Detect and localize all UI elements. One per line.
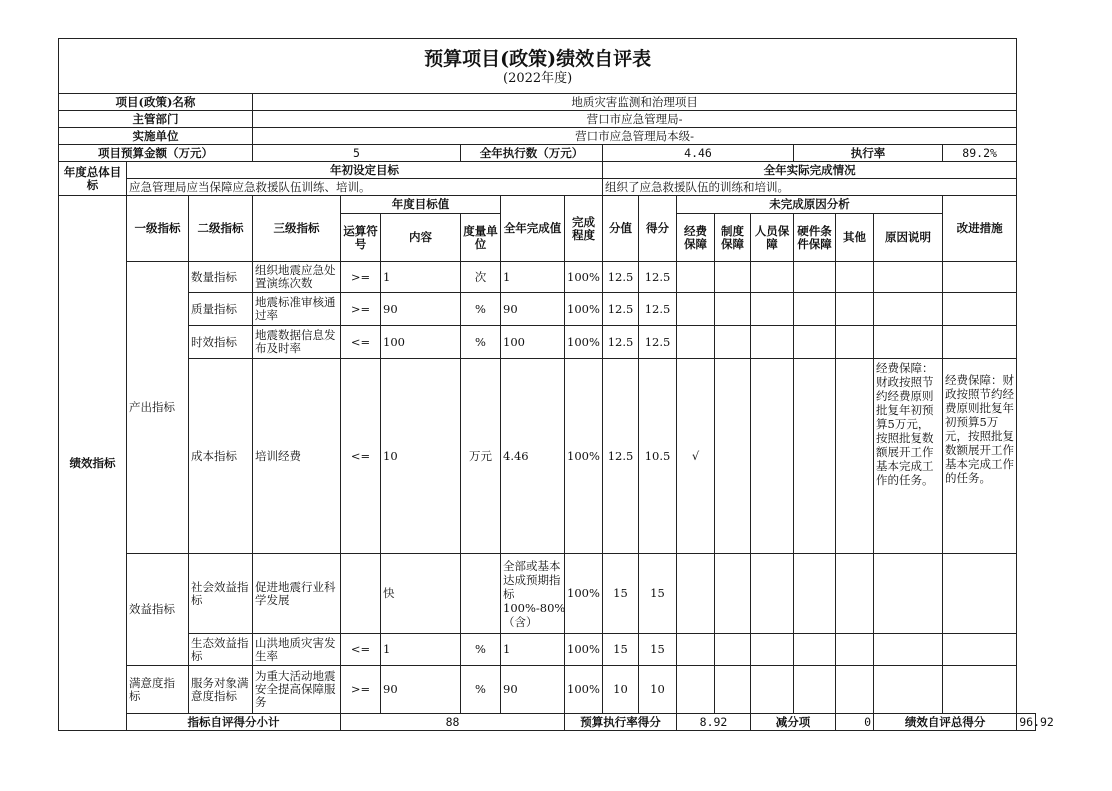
row-op [341,554,381,634]
row-content: 快 [381,554,461,634]
title-cell [59,39,1017,94]
col-degree: 完成程度 [565,196,603,262]
row-content: 100 [381,326,461,359]
row-score: 12.5 [603,359,639,554]
row-actual: 1 [501,262,565,293]
unit-value: 营口市应急管理局本级- [253,128,1017,145]
row-op: <= [341,326,381,359]
budget-score-label: 预算执行率得分 [565,714,677,731]
row-unit: % [461,293,501,326]
row-degree: 100% [565,262,603,293]
table-row [59,666,1036,714]
row-l3: 地震标准审核通过率 [253,293,341,326]
unit-label: 实施单位 [59,128,253,145]
project-name-value: 地质灾害监测和治理项目 [253,94,1017,111]
col-got: 得分 [639,196,677,262]
row-content: 1 [381,634,461,666]
row-unit: % [461,666,501,714]
row-op: <= [341,634,381,666]
row-actual: 90 [501,666,565,714]
evaluation-table [58,38,1054,731]
row-unit: % [461,634,501,666]
row-got: 15 [639,634,677,666]
total-label: 绩效自评总得分 [874,714,1017,731]
group-satisfaction: 满意度指标 [127,666,189,714]
page-title: 预算项目(政策)绩效自评表 [424,48,652,70]
exec-value: 4.46 [603,145,794,162]
col-content: 内容 [381,214,461,262]
budget-value: 5 [253,145,461,162]
col-actual: 全年完成值 [501,196,565,262]
project-name-label: 项目(政策)名称 [59,94,253,111]
col-target: 年度目标值 [341,196,501,214]
row-op: <= [341,359,381,554]
row-degree: 100% [565,554,603,634]
row-r1-check: √ [677,359,715,554]
deduct-value: 0 [836,714,874,731]
row-got: 10.5 [639,359,677,554]
col-level2: 二级指标 [189,196,253,262]
col-r4: 硬件条件保障 [794,214,836,262]
row-actual: 1 [501,634,565,666]
col-op: 运算符号 [341,214,381,262]
col-score: 分值 [603,196,639,262]
row-content: 1 [381,262,461,293]
table-row [59,262,1036,293]
subtotal-label: 指标自评得分小计 [127,714,341,731]
row-reason: 经费保障：财政按照节约经费原则批复年初预算5万元，按照批复数额展开工作基本完成工作的任务。 [874,359,943,554]
perf-label: 绩效指标 [59,196,127,731]
row-content: 90 [381,666,461,714]
row-actual: 90 [501,293,565,326]
row-l3: 山洪地质灾害发生率 [253,634,341,666]
row-degree: 100% [565,359,603,554]
goal-actual-header: 全年实际完成情况 [603,162,1017,179]
dept-value: 营口市应急管理局- [253,111,1017,128]
row-op: >= [341,262,381,293]
row-l2: 成本指标 [189,359,253,554]
row-actual: 100 [501,326,565,359]
row-l3: 培训经费 [253,359,341,554]
row-score: 15 [603,634,639,666]
budget-score-value: 8.92 [677,714,751,731]
row-l2: 数量指标 [189,262,253,293]
row-l2: 质量指标 [189,293,253,326]
row-got: 10 [639,666,677,714]
deduct-label: 减分项 [751,714,836,731]
row-unit [461,554,501,634]
row-degree: 100% [565,326,603,359]
goal-set-text: 应急管理局应当保障应急救援队伍训练、培训。 [127,179,603,196]
rate-label: 执行率 [794,145,943,162]
row-op: >= [341,293,381,326]
row-score: 12.5 [603,262,639,293]
col-fix: 改进措施 [943,196,1017,262]
subtotal-value: 88 [341,714,565,731]
row-unit: 万元 [461,359,501,554]
evaluation-sheet [58,38,1054,731]
row-got: 12.5 [639,262,677,293]
row-actual: 4.46 [501,359,565,554]
row-got: 12.5 [639,326,677,359]
row-l2: 生态效益指标 [189,634,253,666]
row-got: 15 [639,554,677,634]
goal-actual-text: 组织了应急救援队伍的训练和培训。 [603,179,1017,196]
table-row [59,293,1036,326]
row-l2: 社会效益指标 [189,554,253,634]
rate-value: 89.2% [943,145,1017,162]
row-unit: 次 [461,262,501,293]
row-l3: 为重大活动地震安全提高保障服务 [253,666,341,714]
page-year: (2022年度) [503,71,573,86]
col-r2: 制度保障 [715,214,751,262]
row-fix: 经费保障：财政按照节约经费原则批复年初预算5万元，按照批复数额展开工作基本完成工作的任务。 [943,359,1017,554]
group-benefit: 效益指标 [127,554,189,666]
exec-label: 全年执行数（万元） [461,145,603,162]
table-row [59,554,1036,634]
row-op: >= [341,666,381,714]
col-r3: 人员保障 [751,214,794,262]
row-degree: 100% [565,634,603,666]
table-row [59,634,1036,666]
goal-set-header: 年初设定目标 [127,162,603,179]
row-score: 12.5 [603,293,639,326]
col-r5: 其他 [836,214,874,262]
table-row [59,326,1036,359]
row-degree: 100% [565,666,603,714]
col-reasons: 未完成原因分析 [677,196,943,214]
row-l2: 时效指标 [189,326,253,359]
row-unit: % [461,326,501,359]
row-l3: 组织地震应急处置演练次数 [253,262,341,293]
dept-label: 主管部门 [59,111,253,128]
row-l3: 地震数据信息发布及时率 [253,326,341,359]
row-score: 10 [603,666,639,714]
row-got: 12.5 [639,293,677,326]
row-actual: 全部或基本达成预期指标100%-80%（含） [501,554,565,634]
col-r1: 经费保障 [677,214,715,262]
col-level1: 一级指标 [127,196,189,262]
row-score: 15 [603,554,639,634]
row-l2: 服务对象满意度指标 [189,666,253,714]
budget-label: 项目预算金额（万元） [59,145,253,162]
row-content: 90 [381,293,461,326]
total-value: 96.92 [1017,714,1036,731]
group-output: 产出指标 [127,262,189,554]
row-score: 12.5 [603,326,639,359]
row-l3: 促进地震行业科学发展 [253,554,341,634]
col-unit: 度量单位 [461,214,501,262]
goal-label: 年度总体目标 [59,162,127,196]
col-r6: 原因说明 [874,214,943,262]
row-degree: 100% [565,293,603,326]
row-content: 10 [381,359,461,554]
table-row [59,359,1036,554]
col-level3: 三级指标 [253,196,341,262]
